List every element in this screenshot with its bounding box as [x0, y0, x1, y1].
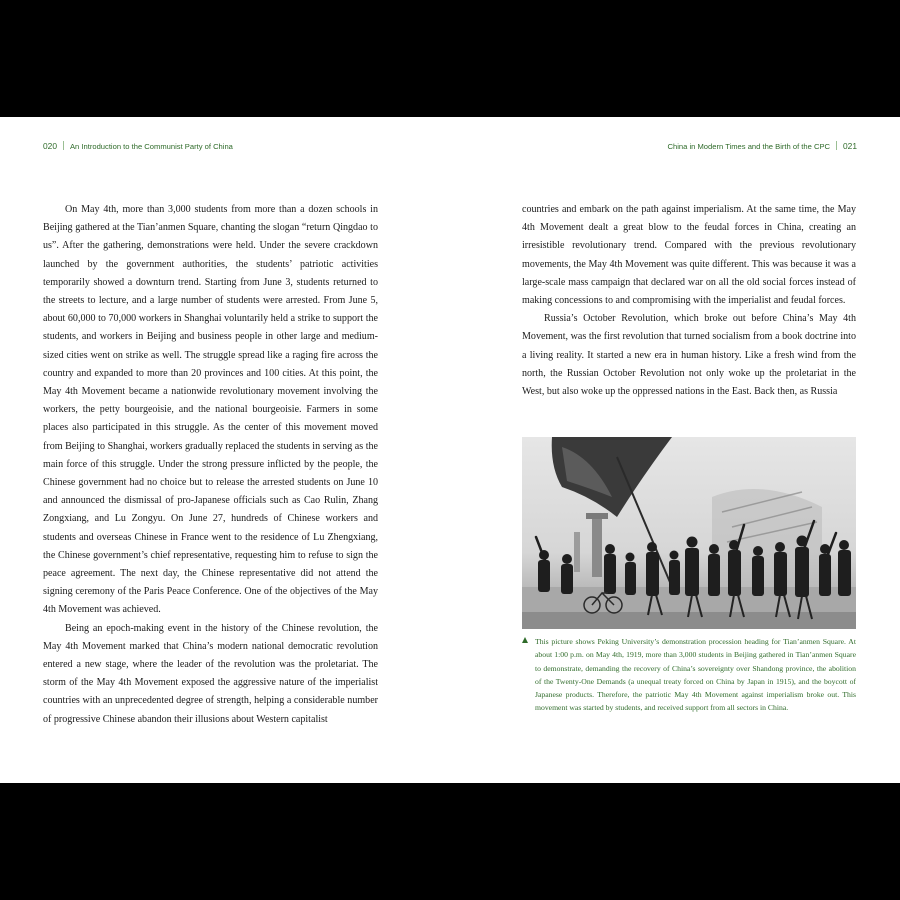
- caption-triangle-icon: [522, 637, 528, 643]
- right-body-text: [522, 201, 856, 401]
- historical-photo: [522, 437, 856, 629]
- left-running-header: [43, 141, 233, 151]
- header-divider: [836, 141, 837, 150]
- photo-caption: [522, 635, 856, 715]
- caption-text: This picture shows Peking University’s demonstration procession heading for Tian’anmen Square. At about 1:00 p.m. on May 4th, 1919, more than 3,000 students in Beijing gathered in Tian’anmen Square to demonstrate, demanding the recovery of China’s sovereignty over Shandong province, the abolition of the Twenty-One Demands (a unequal treaty forced on China by Japan in 1915), and the boycott of Japanese products. Therefore, the patriotic May 4th Movement against imperialism broke out. This movement was started by students, and received support from all sectors in China.: [535, 637, 856, 713]
- left-body-text: [43, 201, 378, 729]
- right-page-number: 021: [843, 141, 857, 151]
- body-paragraph: Being an epoch-making event in the history of the Chinese revolution, the May 4th Movement marked that China’s modern national democratic revolution entered a new stage, where the leader of the revolution was the proletariat. The storm of the May 4th Movement exposed the aggressive nature of the imperialist countries with an unprecedented degree of strength, helping a considerable number of progressive Chinese abandon their illusions about Western capitalist: [43, 622, 378, 725]
- left-running-title: An Introduction to the Communist Party of China: [69, 142, 233, 151]
- body-paragraph: countries and embark on the path against imperialism. At the same time, the May 4th Movement dealt a great blow to the feudal forces in China, creating an irresistible revolutionary trend. Compared with the previous revolutionary movements, the May 4th Movement was quite different. This was because it was a large-scale mass campaign that declared war on all the old social forces instead of making concessions to and compromising with the imperialist and feudal forces.: [522, 204, 856, 307]
- left-page-number: 020: [43, 141, 57, 151]
- body-paragraph: On May 4th, more than 3,000 students from more than a dozen schools in Beijing gathered at the Tian’anmen Square, chanting the slogan “return Qingdao to us”. After the gathering, demonstrations were held. Under the severe crackdown launched by the government authorities, the students’ patriotic activities temporarily showed a downturn trend. Starting from June 3, students returned to the streets to lecture, and a large number of students were arrested. From June 5, about 60,000 to 70,000 workers in Shanghai voluntarily held a strike to support the students, and workers in Beijing and business people in other large and medium-sized cities went on strike as well. The struggle spread like a raging fire across the country and expanded to more than 20 provinces and 100 cities. At this point, the May 4th Movement became a nationwide revolutionary movement involving the workers, the petty bourgeoisie, and the national bourgeoisie. Farmers in some places also participated in this struggle. As the center of this movement moved from Beijing to Shanghai, workers gradually replaced the students in serving as the main force of this struggle. Under the strong pressure inflicted by the people, the Chinese government had no choice but to release the arrested students on June 10 and announced the dismissal of pro-Japanese officials such as Cao Rulin, Zhang Zongxiang, and Lu Zongyu. On June 27, hundreds of Chinese workers and students and overseas Chinese in France went to the residence of Lu Zhengxiang, the Chinese government’s chief representative, requesting him to refuse to sign the peace agreement. The next day, the Chinese representative did not attend the signing ceremony of the Paris Peace Conference. One of the objectives of the May 4th Movement was achieved.: [43, 204, 378, 616]
- body-paragraph: Russia’s October Revolution, which broke out before China’s May 4th Movement, was the first revolution that turned socialism from a book doctrine into a living reality. It started a new era in human history. Like a fresh wind from the north, the Russian October Revolution not only woke up the proletariat in the West, but also woke up the oppressed nations in the East. Back then, as Russia: [522, 313, 856, 398]
- header-divider: [63, 141, 64, 150]
- right-running-header: [668, 141, 858, 151]
- demonstration-photo-illustration: [522, 437, 856, 629]
- right-running-title: China in Modern Times and the Birth of the CPC: [667, 142, 831, 151]
- book-spread: [0, 117, 900, 783]
